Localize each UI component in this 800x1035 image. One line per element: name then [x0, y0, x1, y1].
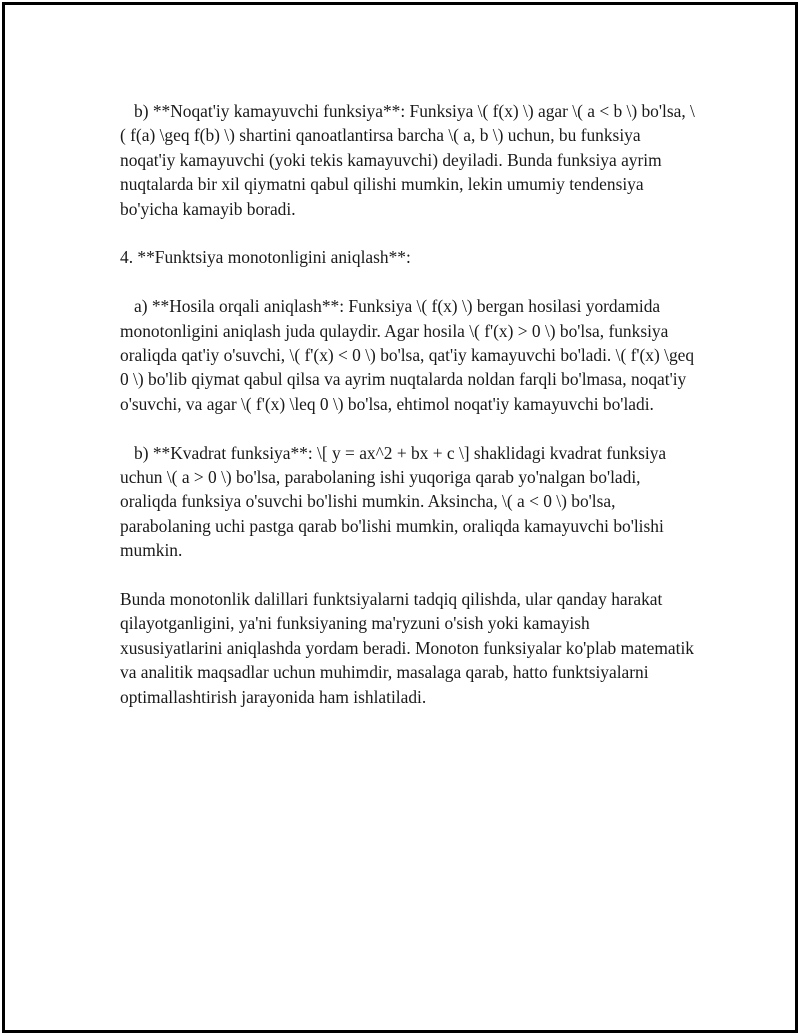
- section-4-heading: 4. **Funktsiya monotonligini aniqlash**:: [120, 247, 411, 268]
- document-body: [120, 99, 695, 733]
- paragraph-xulosa: Bunda monotonlik dalillari funktsiyalarni tadqiq qilishda, ular qanday harakat qilayotganligini, ya'ni funksiyaning ma'ryzuni o'sish yoki kamayish xususiyatlarini aniqlashda yordam beradi. Monoton funksiyalar ko'plab matematik va analitik maqsadlar uchun muhimdir, masalaga qarab, hatto funktsiyalarni optimallashtirish jarayonida ham ishlatiladi.: [120, 589, 694, 707]
- paragraph-hosila-orqali: a) **Hosila orqali aniqlash**: Funksiya \( f(x) \) bergan hosilasi yordamida monotonligini aniqlash juda qulaydir. Agar hosila \( f'(x) > 0 \) bo'lsa, funksiya oraliqda qat'iy o'suvchi, \( f'(x) < 0 \) bo'lsa, qat'iy kamayuvchi bo'ladi. \( f'(x) \geq 0 \) bo'lib qiymat qabul qilsa va ayrim nuqtalarda noldan farqli bo'lmasa, noqat'iy o'suvchi, va agar \( f'(x) \leq 0 \) bo'lsa, ehtimol noqat'iy kamayuvchi bo'ladi.: [120, 296, 695, 414]
- paragraph-kvadrat-funksiya: b) **Kvadrat funksiya**: \[ y = ax^2 + bx + c \] shaklidagi kvadrat funksiya uchun \( a > 0 \) bo'lsa, parabolaning ishi yuqoriga qarab yo'nalgan bo'ladi, oraliqda funksiya o'suvchi bo'lishi mumkin. Aksincha, \( a < 0 \) bo'lsa, parabolaning uchi pastga qarab bo'lishi mumkin, oraliqda kamayuvchi bo'lishi mumkin.: [120, 442, 667, 561]
- document-page: [2, 2, 798, 1033]
- paragraph-noqatiy-kamayuvchi: b) **Noqat'iy kamayuvchi funksiya**: Funksiya \( f(x) \) agar \( a < b \) bo'lsa, \( f(a) \geq f(b) \) shartini qanoatlantirsa barcha \( a, b \) uchun, bu funksiya noqat'iy kamayuvchi (yoki tekis kamayuvchi) deyiladi. Bunda funksiya ayrim nuqtalarda bir xil qiymatni qabul qilishi mumkin, lekin umumiy tendensiya bo'yicha kamayib boradi.: [120, 101, 695, 219]
